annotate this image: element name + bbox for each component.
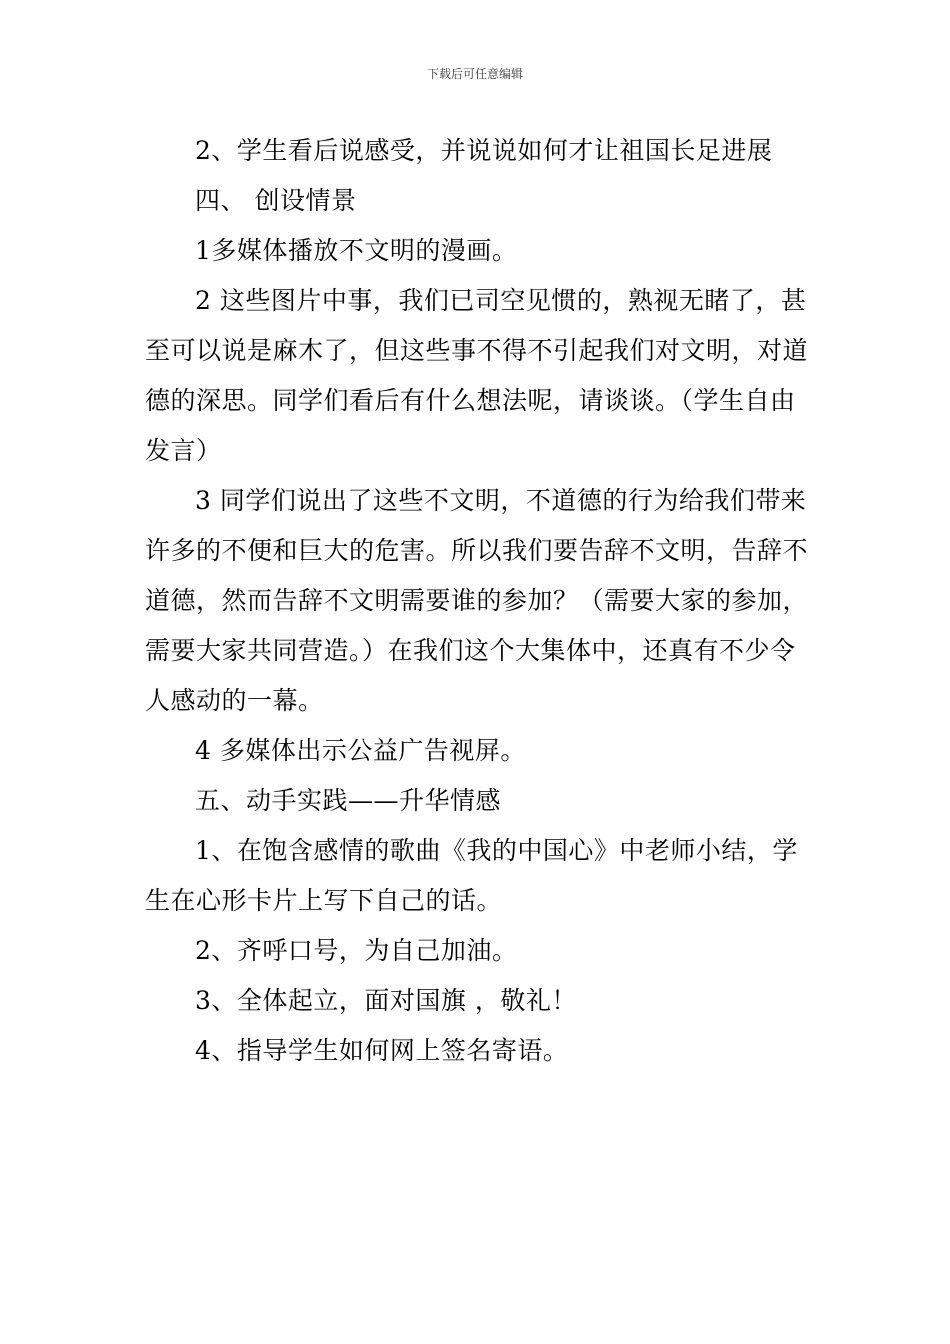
paragraph-song-summary: 1、在饱含感情的歌曲《我的中国心》中老师小结，学生在心形卡片上写下自己的话。: [145, 836, 798, 915]
paragraph-public-ad: 4 多媒体出示公益广告视屏。: [195, 736, 526, 765]
paragraph-online-signing: 4、指导学生如何网上签名寄语。: [195, 1036, 569, 1065]
section-heading-practice: 五、动手实践——升华情感: [195, 786, 502, 815]
section-heading-scenario: 四、 创设情景: [195, 186, 357, 215]
page-header: 下载后可任意编辑: [426, 67, 523, 81]
paragraph-flag-salute: 3、全体起立，面对国旗 ，敬礼！: [195, 986, 577, 1015]
paragraph-slogan: 2、齐呼口号，为自己加油。: [195, 936, 518, 965]
paragraph-multimedia-comics: 1多媒体播放不文明的漫画。: [195, 236, 518, 265]
paragraph-reflection: 2 这些图片中事，我们已司空见惯的，熟视无睹了，甚至可以说是麻木了，但这些事不得不引起我们对文明，对道德的深思。同学们看后有什么想法呢，请谈谈。（学生自由发言）: [145, 286, 809, 465]
paragraph-student-feelings: 2、学生看后说感受，并说说如何才让祖国长足进展: [195, 136, 773, 165]
document-body: [145, 126, 815, 1076]
paragraph-farewell-incivility: 3 同学们说出了这些不文明，不道德的行为给我们带来许多的不便和巨大的危害。所以我们要告辞不文明，告辞不道德，然而告辞不文明需要谁的参加？（需要大家的参加，需要大家共同营造。）在我们这个大集体中，还真有不少令人感动的一幕。: [145, 486, 809, 715]
